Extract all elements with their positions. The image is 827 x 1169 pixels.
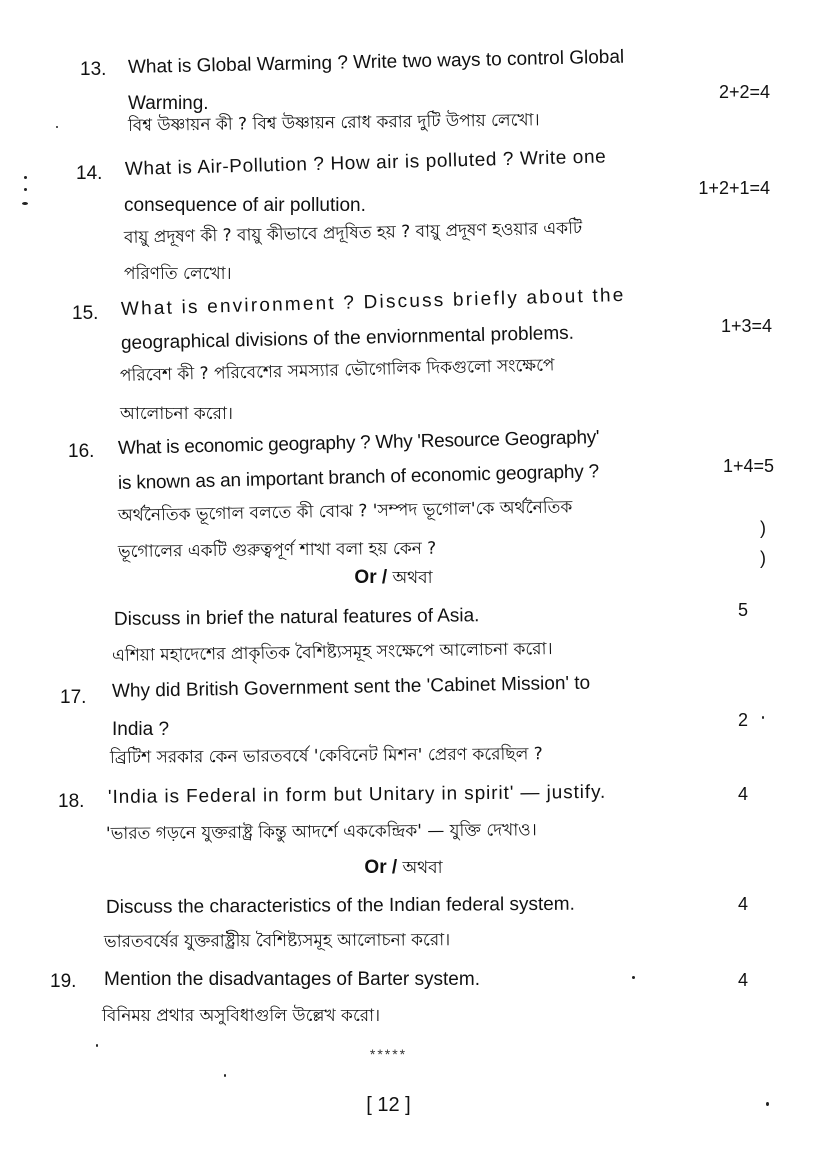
or-divider: Or / অথবা (364, 857, 443, 878)
or-divider: Or / অথবা (354, 567, 433, 588)
scan-speck (22, 202, 28, 205)
question-marks: 1+3=4 (720, 316, 772, 336)
question-number: 18. (58, 791, 85, 812)
question-text-bengali: ব্রিটিশ সরকার কেন ভারতবর্ষে 'কেবিনেট মিশন' প্রেরণ করেছিল ? (109, 744, 543, 768)
scan-speck (224, 1074, 226, 1077)
question-text-bengali: আলোচনা করো। (120, 404, 233, 424)
question-marks: 2+2=4 (718, 82, 770, 102)
question-text: What is economic geography ? Why 'Resource Geography' (117, 427, 600, 459)
scan-speck (96, 1044, 98, 1047)
scan-speck (56, 126, 58, 128)
question-text: geographical divisions of the enviornmental problems. (120, 322, 575, 354)
margin-mark: ) (760, 548, 766, 568)
scan-speck (24, 188, 27, 191)
question-marks: 4 (737, 970, 748, 990)
scan-speck (24, 176, 27, 179)
question-marks: 1+2+1=4 (698, 178, 770, 198)
question-text-bengali: পরিণতি লেখো। (124, 264, 232, 284)
question-marks: 4 (737, 894, 748, 914)
scan-speck (632, 976, 635, 979)
question-number: 19. (50, 971, 77, 992)
question-text: consequence of air pollution. (124, 195, 366, 216)
question-marks: 1+4=5 (722, 456, 774, 476)
question-text: What is Global Warming ? Write two ways to control Global (127, 46, 625, 78)
question-text-bengali: বায়ু প্রদূষণ কী ? বায়ু কীভাবে প্রদূষিত হয় ? বায়ু প্রদূষণ হওয়ার একটি (123, 218, 583, 248)
question-number: 14. (76, 163, 103, 184)
alternative-question-text-bengali: এশিয়া মহাদেশের প্রাকৃতিক বৈশিষ্ট্যসমূহ সংক্ষেপে আলোচনা করো। (111, 639, 553, 666)
question-text: 'India is Federal in form but Unitary in spirit' — justify. (107, 781, 607, 808)
question-number: 15. (72, 303, 99, 324)
question-text: What is environment ? Discuss briefly about the (120, 284, 626, 320)
question-marks: 2 (737, 710, 748, 730)
question-marks: 4 (737, 784, 748, 804)
question-text: Warming. (128, 93, 209, 114)
question-marks: 5 (737, 600, 748, 620)
question-number: 16. (68, 441, 95, 462)
question-text: India ? (112, 719, 170, 740)
end-marker: ***** (369, 1046, 408, 1062)
question-text-bengali: পরিবেশ কী ? পরিবেশের সমস্যার ভৌগোলিক দিকগুলো সংক্ষেপে (119, 355, 555, 386)
scan-speck (766, 1102, 769, 1106)
question-text: What is Air-Pollution ? How air is polluted ? Write one (124, 146, 607, 180)
scan-speck (762, 716, 764, 719)
question-text-bengali: অর্থনৈতিক ভূগোল বলতে কী বোঝ ? 'সম্পদ ভূগোল'কে অর্থনৈতিক (117, 497, 573, 526)
question-number: 13. (80, 59, 107, 80)
question-number: 17. (60, 687, 87, 708)
question-text-bengali: বিশ্ব উষ্ণায়ন কী ? বিশ্ব উষ্ণায়ন রোধ করার দুটি উপায় লেখো। (127, 110, 540, 136)
alternative-question-text: Discuss in brief the natural features of Asia. (113, 605, 480, 630)
question-text-bengali: বিনিময় প্রথার অসুবিধাগুলি উল্লেখ করো। (102, 1006, 381, 1026)
question-text: Why did British Government sent the 'Cabinet Mission' to (111, 672, 591, 702)
question-text: Mention the disadvantages of Barter system. (104, 969, 480, 990)
question-text: is known as an important branch of economic geography ? (117, 461, 600, 494)
alternative-question-text-bengali: ভারতবর্ষের যুক্তরাষ্ট্রীয় বৈশিষ্ট্যসমূহ আলোচনা করো। (103, 930, 451, 952)
margin-mark: ) (760, 518, 766, 538)
question-text-bengali: ভূগোলের একটি গুরুত্বপূর্ণ শাখা বলা হয় কেন ? (117, 538, 437, 562)
question-text-bengali: 'ভারত গড়নে যুক্তরাষ্ট্র কিন্তু আদর্শে এককেন্দ্রিক' — যুক্তি দেখাও। (105, 820, 537, 844)
page-number: [ 12 ] (366, 1094, 411, 1116)
alternative-question-text: Discuss the characteristics of the Indian federal system. (105, 893, 575, 918)
